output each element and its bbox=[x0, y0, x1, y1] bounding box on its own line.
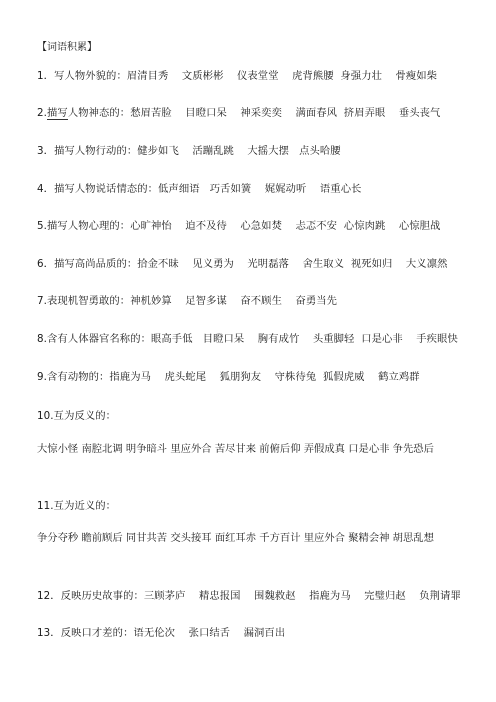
item-label: 描写高尚品质的： bbox=[54, 258, 138, 270]
section-heading: 【词语积累】 bbox=[37, 42, 97, 53]
item-words: 心旷神怡 迫不及待 心急如焚 忐忑不安 心惊肉跳 心惊胆战 bbox=[130, 220, 441, 232]
item-number: 4． bbox=[37, 183, 55, 195]
list-item bbox=[37, 624, 285, 639]
item-label-underlined: 描写 bbox=[47, 107, 68, 119]
list-item bbox=[37, 104, 440, 119]
item-label: 反映历史故事的： bbox=[60, 590, 144, 602]
list-item bbox=[37, 587, 461, 602]
item-words: 三顾茅庐 精忠报国 围魏救赵 指鹿为马 完璧归赵 负荆请罪 bbox=[143, 590, 461, 602]
item-label: 含有动物的： bbox=[47, 371, 110, 383]
item-number: 3． bbox=[37, 145, 55, 157]
item-number: 13． bbox=[37, 627, 61, 639]
item-words: 眉清目秀 文质彬彬 仪表堂堂 虎背熊腰 身强力壮 骨瘦如柴 bbox=[126, 70, 438, 82]
item-number: 8. bbox=[37, 333, 48, 345]
item-label: 含有人体器官名称的： bbox=[47, 333, 151, 345]
item-words: 低声细语 巧舌如簧 娓娓动听 语重心长 bbox=[158, 183, 362, 195]
item-label: 写人物外貌的： bbox=[54, 70, 127, 82]
item-words: 神机妙算 足智多谋 奋不顾生 奋勇当先 bbox=[130, 295, 338, 307]
item-number: 2. bbox=[37, 107, 48, 119]
list-item bbox=[37, 255, 448, 270]
item-number: 6． bbox=[37, 258, 55, 270]
item-label: 反映口才差的： bbox=[60, 627, 134, 639]
item-words: 指鹿为马 虎头蛇尾 狐朋狗友 守株待兔 狐假虎威 鹤立鸡群 bbox=[109, 371, 420, 383]
item-label: 人物神态的： bbox=[67, 107, 131, 119]
list-item bbox=[37, 330, 458, 345]
item-10-title: 10.互为反义的： bbox=[37, 410, 117, 422]
item-words: 拾金不昧 见义勇为 光明磊落 舍生取义 视死如归 大义凛然 bbox=[137, 258, 448, 270]
list-item bbox=[37, 67, 437, 82]
list-item bbox=[37, 368, 420, 383]
item-number: 5. bbox=[37, 220, 48, 232]
item-words: 眼高手低 目瞪口呆 胸有成竹 头重脚轻 口是心非 手疾眼快 bbox=[151, 333, 458, 345]
item-label: 描写人物心理的： bbox=[47, 220, 131, 232]
item-11-words: 争分夺秒 瞻前顾后 同甘共苦 交头接耳 面红耳赤 千方百计 里应外合 聚精会神 胡思乱想 bbox=[37, 532, 434, 544]
list-item bbox=[37, 292, 337, 307]
item-words: 愁眉苦脸 目瞪口呆 神采奕奕 满面春风 挤眉弄眼 垂头丧气 bbox=[130, 107, 441, 119]
item-number: 12． bbox=[37, 590, 61, 602]
item-label: 表现机智勇敢的： bbox=[47, 295, 131, 307]
item-label: 描写人物行动的： bbox=[54, 145, 138, 157]
list-item bbox=[37, 217, 440, 232]
item-number: 1． bbox=[37, 70, 55, 82]
list-item bbox=[37, 142, 341, 157]
item-number: 7. bbox=[37, 295, 48, 307]
item-number: 9. bbox=[37, 371, 48, 383]
item-label: 描写人物说话情态的： bbox=[54, 183, 159, 195]
item-words: 语无伦次 张口结舌 漏洞百出 bbox=[133, 627, 286, 639]
item-10-words: 大惊小怪 南腔北调 明争暗斗 里应外合 苦尽甘来 前俯后仰 弄假成真 口是心非 争先恐后 bbox=[37, 443, 434, 455]
item-words: 健步如飞 活蹦乱跳 大摇大摆 点头哈腰 bbox=[137, 145, 341, 157]
list-item bbox=[37, 180, 361, 195]
item-11-title: 11.互为近义的： bbox=[37, 500, 117, 512]
